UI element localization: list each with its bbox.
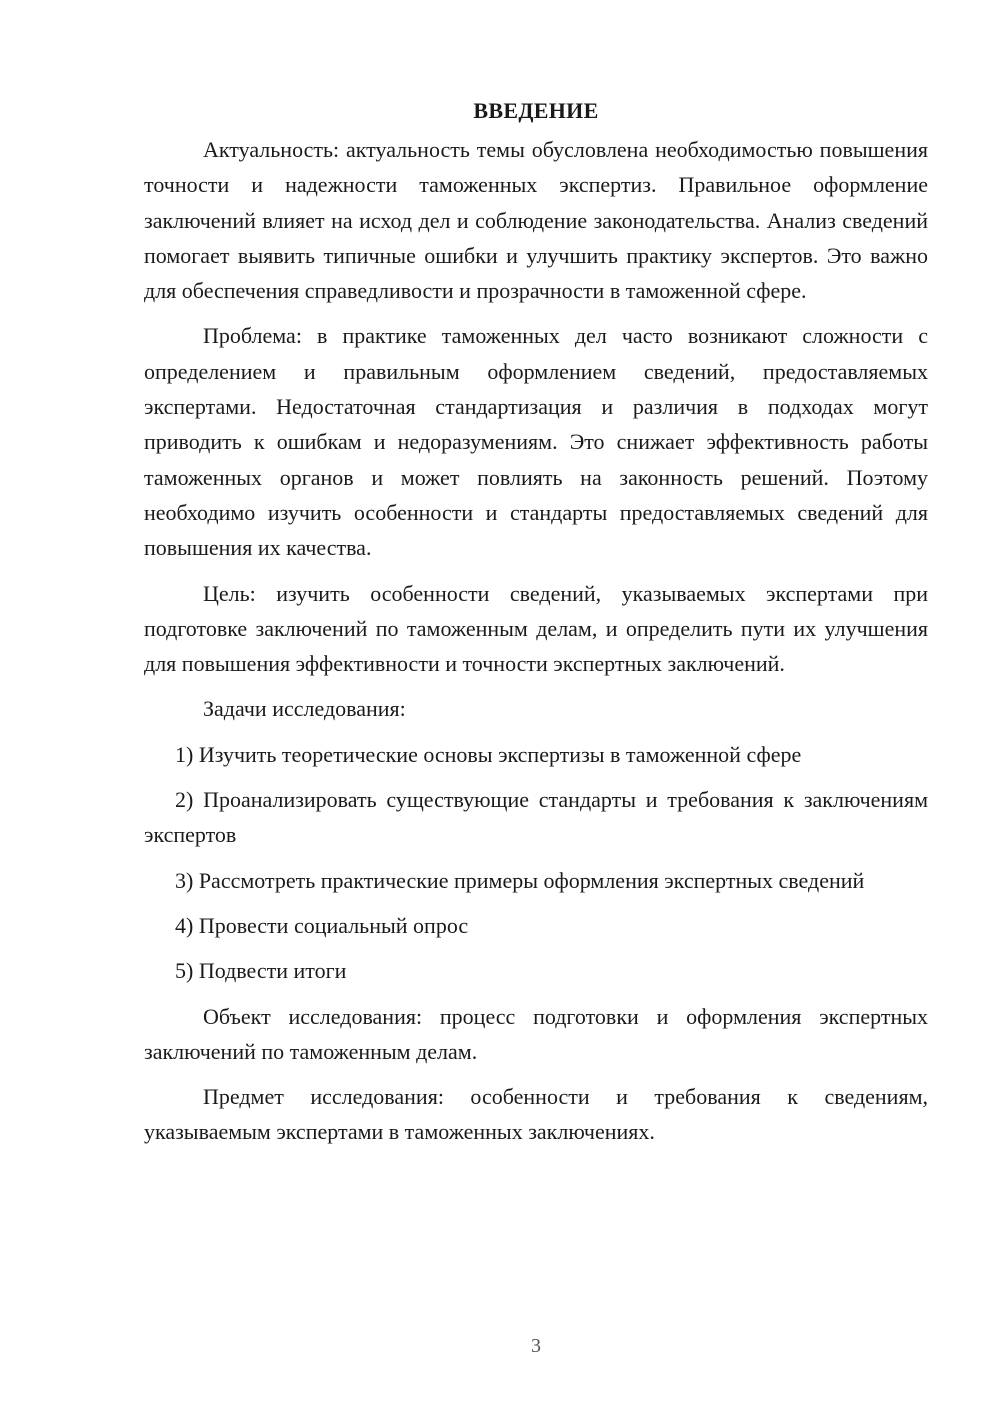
problem-paragraph: Проблема: в практике таможенных дел часто возникают сложности с определением и правильным оформлением сведений, предоставляемых экспертами. Недостаточная стандартизация и различия в подходах могут приводить к ошибкам и недоразумениям. Это снижает эффективность работы таможенных органов и может повлиять на законность решений. Поэтому необходимо изучить особенности и стандарты предоставляемых сведений для повышения их качества. bbox=[144, 323, 928, 561]
tasks-title: Задачи исследования: bbox=[203, 696, 406, 722]
page-content bbox=[144, 96, 928, 1160]
task-item-5: 5) Подвести итоги bbox=[175, 958, 347, 984]
task-item-2: 2) Проанализировать существующие стандарты и требования к заключениям экспертов bbox=[144, 787, 928, 848]
task-item-3: 3) Рассмотреть практические примеры оформления экспертных сведений bbox=[175, 867, 865, 893]
task-item-1: 1) Изучить теоретические основы экспертизы в таможенной сфере bbox=[175, 741, 802, 767]
section-heading: ВВЕДЕНИЕ bbox=[473, 98, 599, 123]
subject-paragraph: Предмет исследования: особенности и требования к сведениям, указываемым экспертами в таможенных заключениях. bbox=[144, 1084, 928, 1145]
page-number: 3 bbox=[531, 1335, 541, 1357]
relevance-paragraph: Актуальность: актуальность темы обусловлена необходимостью повышения точности и надежности таможенных экспертиз. Правильное оформление заключений влияет на исход дел и соблюдение законодательства. Анализ сведений помогает выявить типичные ошибки и улучшить практику экспертов. Это важно для обеспечения справедливости и прозрачности в таможенной сфере. bbox=[144, 137, 928, 304]
goal-paragraph: Цель: изучить особенности сведений, указываемых экспертами при подготовке заключений по таможенным делам, и определить пути их улучшения для повышения эффективности и точности экспертных заключений. bbox=[144, 580, 928, 677]
task-item-4: 4) Провести социальный опрос bbox=[175, 912, 469, 938]
object-paragraph: Объект исследования: процесс подготовки и оформления экспертных заключений по таможенным делам. bbox=[144, 1003, 928, 1064]
